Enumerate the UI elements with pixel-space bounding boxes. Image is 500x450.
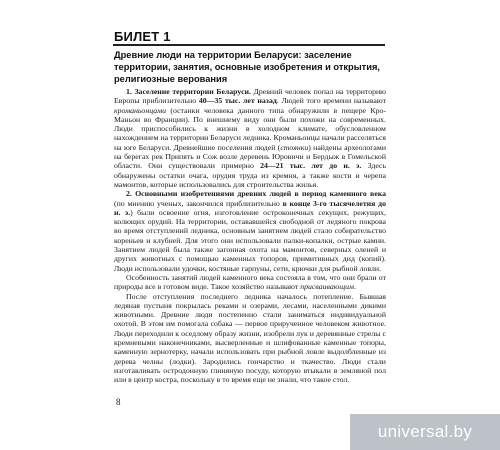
section-heading: Древние люди на территории Беларуси: заселение территории, занятия, основные изобретения и открытия, религиозные верования — [114, 50, 380, 85]
paragraph-economy — [114, 273, 386, 292]
emphasis-date: в конце 3-го тысячелетия до н. э. — [114, 198, 386, 217]
text-run: (останки человека данного типа обнаружили в пещере Кро-Маньон во Франции). По внешнему виду они были похожи на современных. Люди приспособились к жизни в холодном климате, обусловленном нахождением на территории Беларуси ледника. Кроманьонцы начали расселяться на юге Беларуси. Древнейшие поселения людей ( — [114, 105, 386, 152]
paragraph-settlement — [114, 87, 386, 189]
paragraph-title: Основными изобретениями древних людей в период каменного века — [135, 189, 386, 199]
title-underline — [113, 44, 385, 46]
paragraph-inventions — [114, 189, 386, 273]
paragraph-number: 2. — [126, 189, 132, 199]
text-run: Здесь обнаружены остатки очага, орудия труда из кремня, а также кости и черепа мамонтов, которые использовались для строительства жилья. — [114, 161, 386, 189]
watermark-text: universal.by — [377, 422, 473, 441]
text-run: Древний человек попал на территорию Европы приблизительно — [114, 87, 387, 106]
emphasis-date: 24—21 тыс. лет до н. э. — [260, 161, 362, 171]
text-run: ) были освоение огня, изготовление остроконечных секущих, режущих, колющих орудий. На территории, остававшейся свободной от ледяного покрова во время отступлений ледника, основным занятием людей стало собирательство кореньев и клубней. Для этого они использовали палки-копалки, острые камни. Занятием людей была также загонная охота на мамонтов, северных оленей и других животных с помощью каменных топоров, примитивных дид (копий). Люди использовали удочки, костяные гарпуны, сети, крючки для рыбной ловли. — [114, 207, 386, 273]
page-number: 8 — [116, 397, 121, 407]
term-cromagnon: кроманьонцами — [114, 105, 166, 115]
ticket-title: БИЛЕТ 1 — [114, 29, 171, 44]
watermark-badge — [350, 414, 500, 450]
emphasis-date: 40—35 тыс. лет назад — [198, 96, 277, 106]
paragraph-warming: После отступления последнего ледника началось потепление. Бывшая ледяная пустыня покрылась реками и озерами, лесами, населенными дикими животными. Древние люди постепенно стали заниматься индивидуальной охотой. В этом им помогала собака — первое прирученное человеком животное. Люди переходили к оседлому образу жизни, изобрели лук и деревянные стрелы с кремневыми наконечниками, высверленные и шлифованные каменные топоры, каменную зернотерку, начали использовать при рыбной ловле выдолбленные из дерева челны (лодки). Зародились гончарство и ткачество. Люди стали изготавливать остродонную глиняную посуду, которую втыкали в земляной пол или в центр костра, поскольку в то время еще не знали, что такое стол. — [114, 291, 386, 385]
paragraph-title: Заселение территории Беларуси. — [134, 87, 251, 96]
text-run: Особенность занятий людей каменного века состояла в том, что они брали от природы все в готовом виде. Такое хозяйство называют — [114, 272, 386, 292]
text-run: (по мнению ученых, закончился приблизительно — [114, 198, 283, 208]
text-run: . — [354, 282, 356, 292]
body-text — [114, 87, 386, 385]
text-run: ) найдены археологами на берегах рек Припять и Сож возле деревень Юровичи и Бердыж в Гомельской области. Они существовали примерно — [114, 142, 386, 171]
paragraph-number: 1. — [126, 87, 132, 96]
text-run: . Людей того времени называют — [276, 96, 386, 106]
term-appropriating: присваивающим — [300, 282, 355, 292]
term-stoyanki: стоянки — [280, 142, 309, 152]
